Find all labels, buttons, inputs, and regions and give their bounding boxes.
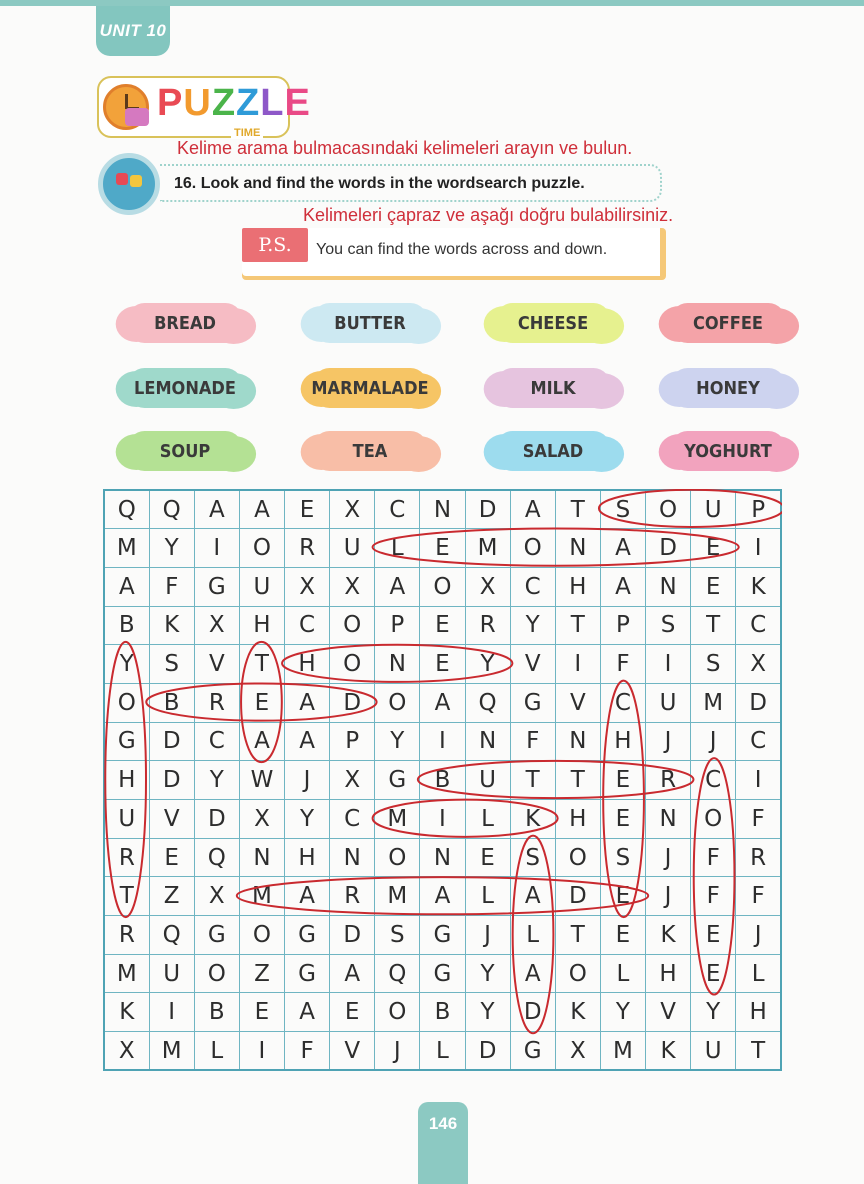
puzzle-letter: Z [236, 82, 261, 124]
grid-cell: T [104, 877, 149, 916]
grid-cell: C [736, 606, 781, 645]
grid-cell: O [194, 954, 239, 993]
grid-cell: O [555, 954, 600, 993]
grid-cell: Y [691, 993, 736, 1032]
grid-cell: M [375, 877, 420, 916]
grid-cell: A [375, 567, 420, 606]
grid-cell: E [149, 838, 194, 877]
grid-cell: X [239, 800, 284, 839]
grid-cell: J [736, 916, 781, 955]
grid-cell: U [239, 567, 284, 606]
grid-cell: I [736, 761, 781, 800]
grid-cell: M [465, 529, 510, 568]
grid-cell: T [691, 606, 736, 645]
grid-cell: M [104, 954, 149, 993]
grid-cell: F [510, 722, 555, 761]
grid-cell: T [555, 490, 600, 529]
grid-cell: O [555, 838, 600, 877]
grid-cell: A [104, 567, 149, 606]
grid-cell: A [330, 954, 375, 993]
grid-cell: D [194, 800, 239, 839]
ps-label: P.S. [242, 228, 308, 262]
grid-cell: M [239, 877, 284, 916]
grid-cell: A [510, 490, 555, 529]
grid-cell: J [646, 877, 691, 916]
grid-cell: Q [149, 490, 194, 529]
grid-cell: E [600, 916, 645, 955]
grid-cell: X [465, 567, 510, 606]
grid-cell: T [510, 761, 555, 800]
grid-cell: A [285, 993, 330, 1032]
grid-cell: E [691, 567, 736, 606]
grid-cell: L [375, 529, 420, 568]
grid-cell: I [239, 1032, 284, 1071]
grid-cell: C [691, 761, 736, 800]
grid-cell: F [691, 838, 736, 877]
grid-cell: O [691, 800, 736, 839]
grid-cell: K [510, 800, 555, 839]
grid-cell: Y [465, 993, 510, 1032]
grid-cell: R [104, 916, 149, 955]
puzzle-letter: P [157, 82, 184, 124]
grid-cell: A [194, 490, 239, 529]
grid-cell: U [149, 954, 194, 993]
grid-cell: N [239, 838, 284, 877]
grid-cell: R [285, 529, 330, 568]
grid-cell: D [149, 722, 194, 761]
grid-cell: E [691, 529, 736, 568]
grid-cell: N [465, 722, 510, 761]
grid-cell: X [555, 1032, 600, 1071]
grid-cell: V [149, 800, 194, 839]
grid-cell: G [375, 761, 420, 800]
grid-cell: O [375, 993, 420, 1032]
grid-cell: Q [375, 954, 420, 993]
grid-cell: V [510, 645, 555, 684]
grid-cell: B [194, 993, 239, 1032]
grid-cell: X [330, 490, 375, 529]
grid-cell: G [285, 954, 330, 993]
grid-cell: Y [194, 761, 239, 800]
grid-cell: Q [104, 490, 149, 529]
grid-cell: Y [510, 606, 555, 645]
letter-grid [103, 489, 782, 1071]
grid-cell: D [465, 490, 510, 529]
grid-cell: M [149, 1032, 194, 1071]
grid-cell: E [239, 993, 284, 1032]
grid-cell: Y [465, 645, 510, 684]
grid-cell: H [600, 722, 645, 761]
exercise-instruction: 16. Look and find the words in the wordsearch puzzle. [160, 164, 662, 202]
grid-cell: S [691, 645, 736, 684]
grid-cell: U [330, 529, 375, 568]
puzzle-time-badge [97, 76, 311, 139]
grid-cell: Y [375, 722, 420, 761]
grid-cell: O [239, 916, 284, 955]
grid-cell: A [239, 490, 284, 529]
grid-cell: T [555, 761, 600, 800]
grid-cell: R [104, 838, 149, 877]
grid-row [104, 490, 781, 529]
grid-cell: T [555, 606, 600, 645]
puzzle-letter: E [284, 82, 311, 124]
grid-cell: N [375, 645, 420, 684]
grid-cell: W [239, 761, 284, 800]
word-cloud-butter: BUTTER [312, 303, 429, 343]
grid-cell: I [736, 529, 781, 568]
grid-cell: U [646, 683, 691, 722]
puzzle-pieces-icon [98, 153, 160, 215]
time-label: TIME [231, 127, 263, 139]
grid-cell: N [555, 722, 600, 761]
grid-cell: K [555, 993, 600, 1032]
grid-cell: F [149, 567, 194, 606]
grid-row [104, 567, 781, 606]
grid-cell: V [330, 1032, 375, 1071]
grid-cell: F [736, 877, 781, 916]
grid-cell: U [691, 490, 736, 529]
wordsearch-puzzle [103, 489, 782, 1070]
grid-cell: B [420, 993, 465, 1032]
grid-cell: H [285, 645, 330, 684]
grid-cell: M [375, 800, 420, 839]
grid-cell: G [285, 916, 330, 955]
grid-cell: D [149, 761, 194, 800]
grid-cell: I [555, 645, 600, 684]
grid-cell: G [510, 683, 555, 722]
grid-cell: R [194, 683, 239, 722]
grid-cell: Z [239, 954, 284, 993]
grid-cell: A [420, 683, 465, 722]
grid-cell: Q [465, 683, 510, 722]
grid-cell: K [149, 606, 194, 645]
grid-cell: H [555, 800, 600, 839]
grid-cell: C [194, 722, 239, 761]
grid-cell: D [736, 683, 781, 722]
grid-cell: C [285, 606, 330, 645]
grid-row [104, 800, 781, 839]
grid-cell: A [285, 722, 330, 761]
grid-cell: H [646, 954, 691, 993]
grid-cell: Q [149, 916, 194, 955]
grid-cell: X [285, 567, 330, 606]
grid-cell: U [104, 800, 149, 839]
word-cloud-lemonade: LEMONADE [127, 368, 244, 408]
grid-cell: A [600, 567, 645, 606]
grid-cell: C [330, 800, 375, 839]
grid-cell: D [330, 916, 375, 955]
grid-cell: C [600, 683, 645, 722]
grid-cell: Q [194, 838, 239, 877]
grid-cell: Y [465, 954, 510, 993]
grid-cell: R [736, 838, 781, 877]
grid-cell: U [465, 761, 510, 800]
grid-row [104, 529, 781, 568]
grid-cell: N [420, 838, 465, 877]
grid-cell: I [420, 722, 465, 761]
grid-cell: K [646, 1032, 691, 1071]
grid-row [104, 916, 781, 955]
word-cloud-bread: BREAD [127, 303, 244, 343]
grid-cell: S [646, 606, 691, 645]
grid-cell: Y [104, 645, 149, 684]
grid-cell: I [194, 529, 239, 568]
grid-cell: T [239, 645, 284, 684]
unit-label: UNIT 10 [96, 6, 170, 56]
grid-row [104, 877, 781, 916]
ps-note [242, 228, 666, 276]
word-cloud-salad: SALAD [495, 431, 612, 471]
grid-cell: P [600, 606, 645, 645]
grid-cell: A [510, 954, 555, 993]
grid-cell: M [600, 1032, 645, 1071]
puzzle-title [157, 82, 311, 125]
grid-cell: B [104, 606, 149, 645]
grid-cell: E [239, 683, 284, 722]
grid-cell: X [736, 645, 781, 684]
puzzle-letter: Z [211, 82, 237, 124]
grid-row [104, 1032, 781, 1071]
grid-cell: G [194, 567, 239, 606]
grid-cell: N [646, 800, 691, 839]
word-cloud-cheese: CHEESE [495, 303, 612, 343]
word-cloud-honey: HONEY [670, 368, 787, 408]
grid-cell: O [510, 529, 555, 568]
grid-cell: I [149, 993, 194, 1032]
grid-cell: E [600, 761, 645, 800]
grid-cell: L [465, 800, 510, 839]
grid-cell: O [104, 683, 149, 722]
grid-cell: X [330, 567, 375, 606]
grid-cell: M [691, 683, 736, 722]
grid-cell: C [736, 722, 781, 761]
grid-cell: E [600, 877, 645, 916]
grid-cell: O [239, 529, 284, 568]
grid-cell: H [555, 567, 600, 606]
grid-cell: P [330, 722, 375, 761]
grid-row [104, 954, 781, 993]
grid-cell: O [330, 606, 375, 645]
grid-cell: K [646, 916, 691, 955]
grid-cell: P [736, 490, 781, 529]
grid-cell: X [330, 761, 375, 800]
grid-cell: D [646, 529, 691, 568]
grid-cell: F [736, 800, 781, 839]
word-cloud-yoghurt: YOGHURT [670, 431, 787, 471]
grid-cell: D [330, 683, 375, 722]
grid-cell: J [646, 838, 691, 877]
grid-cell: U [691, 1032, 736, 1071]
grid-cell: K [736, 567, 781, 606]
grid-cell: T [555, 916, 600, 955]
grid-cell: N [330, 838, 375, 877]
grid-cell: O [330, 645, 375, 684]
grid-cell: J [375, 1032, 420, 1071]
grid-row [104, 993, 781, 1032]
grid-cell: F [600, 645, 645, 684]
grid-cell: N [420, 490, 465, 529]
grid-cell: C [510, 567, 555, 606]
grid-cell: J [465, 916, 510, 955]
grid-cell: H [239, 606, 284, 645]
grid-cell: L [510, 916, 555, 955]
grid-cell: S [510, 838, 555, 877]
grid-cell: N [555, 529, 600, 568]
grid-cell: X [194, 606, 239, 645]
grid-cell: I [420, 800, 465, 839]
puzzle-piece-icon [125, 108, 149, 126]
grid-cell: O [375, 683, 420, 722]
grid-cell: A [285, 683, 330, 722]
grid-cell: G [420, 954, 465, 993]
grid-cell: Z [149, 877, 194, 916]
grid-cell: L [600, 954, 645, 993]
grid-cell: B [420, 761, 465, 800]
grid-cell: C [375, 490, 420, 529]
grid-cell: G [104, 722, 149, 761]
grid-cell: A [600, 529, 645, 568]
grid-cell: G [194, 916, 239, 955]
grid-row [104, 645, 781, 684]
grid-cell: T [736, 1032, 781, 1071]
grid-cell: X [104, 1032, 149, 1071]
word-cloud-coffee: COFFEE [670, 303, 787, 343]
puzzle-letter: U [183, 82, 212, 124]
grid-row [104, 683, 781, 722]
grid-cell: E [420, 645, 465, 684]
grid-cell: V [555, 683, 600, 722]
grid-cell: H [104, 761, 149, 800]
word-cloud-milk: MILK [495, 368, 612, 408]
grid-cell: A [239, 722, 284, 761]
grid-cell: J [646, 722, 691, 761]
grid-cell: O [375, 838, 420, 877]
word-cloud-tea: TEA [312, 431, 429, 471]
grid-cell: L [194, 1032, 239, 1071]
turkish-instruction-2: Kelimeleri çapraz ve aşağı doğru bulabilirsiniz. [303, 205, 674, 225]
grid-row [104, 606, 781, 645]
grid-cell: N [646, 567, 691, 606]
word-cloud-soup: SOUP [127, 431, 244, 471]
grid-cell: A [420, 877, 465, 916]
grid-cell: L [420, 1032, 465, 1071]
grid-cell: Y [285, 800, 330, 839]
grid-cell: R [330, 877, 375, 916]
grid-cell: S [600, 490, 645, 529]
grid-cell: S [149, 645, 194, 684]
grid-cell: S [375, 916, 420, 955]
puzzle-letter: L [260, 82, 285, 124]
grid-cell: M [104, 529, 149, 568]
grid-cell: Y [149, 529, 194, 568]
grid-cell: R [646, 761, 691, 800]
grid-cell: H [285, 838, 330, 877]
grid-cell: D [465, 1032, 510, 1071]
grid-cell: S [600, 838, 645, 877]
ps-text: You can find the words across and down. [316, 241, 608, 258]
grid-cell: K [104, 993, 149, 1032]
grid-cell: G [420, 916, 465, 955]
page-number: 146 [418, 1102, 468, 1184]
grid-cell: H [736, 993, 781, 1032]
grid-cell: E [420, 606, 465, 645]
grid-cell: O [420, 567, 465, 606]
grid-cell: E [420, 529, 465, 568]
word-cloud-marmalade: MARMALADE [312, 368, 429, 408]
grid-cell: J [691, 722, 736, 761]
grid-cell: J [285, 761, 330, 800]
grid-cell: L [465, 877, 510, 916]
grid-cell: A [285, 877, 330, 916]
grid-cell: E [285, 490, 330, 529]
grid-cell: D [510, 993, 555, 1032]
grid-cell: Y [600, 993, 645, 1032]
grid-row [104, 838, 781, 877]
grid-cell: B [149, 683, 194, 722]
grid-cell: A [510, 877, 555, 916]
grid-cell: X [194, 877, 239, 916]
grid-row [104, 722, 781, 761]
grid-cell: E [691, 954, 736, 993]
grid-cell: F [691, 877, 736, 916]
grid-cell: V [646, 993, 691, 1032]
grid-cell: R [465, 606, 510, 645]
grid-cell: O [646, 490, 691, 529]
grid-cell: D [555, 877, 600, 916]
grid-cell: E [691, 916, 736, 955]
grid-cell: P [375, 606, 420, 645]
grid-cell: G [510, 1032, 555, 1071]
grid-cell: V [194, 645, 239, 684]
grid-cell: E [465, 838, 510, 877]
grid-cell: E [330, 993, 375, 1032]
grid-cell: E [600, 800, 645, 839]
grid-row [104, 761, 781, 800]
grid-cell: L [736, 954, 781, 993]
grid-cell: I [646, 645, 691, 684]
grid-cell: F [285, 1032, 330, 1071]
turkish-instruction-1: Kelime arama bulmacasındaki kelimeleri arayın ve bulun. [177, 138, 633, 158]
